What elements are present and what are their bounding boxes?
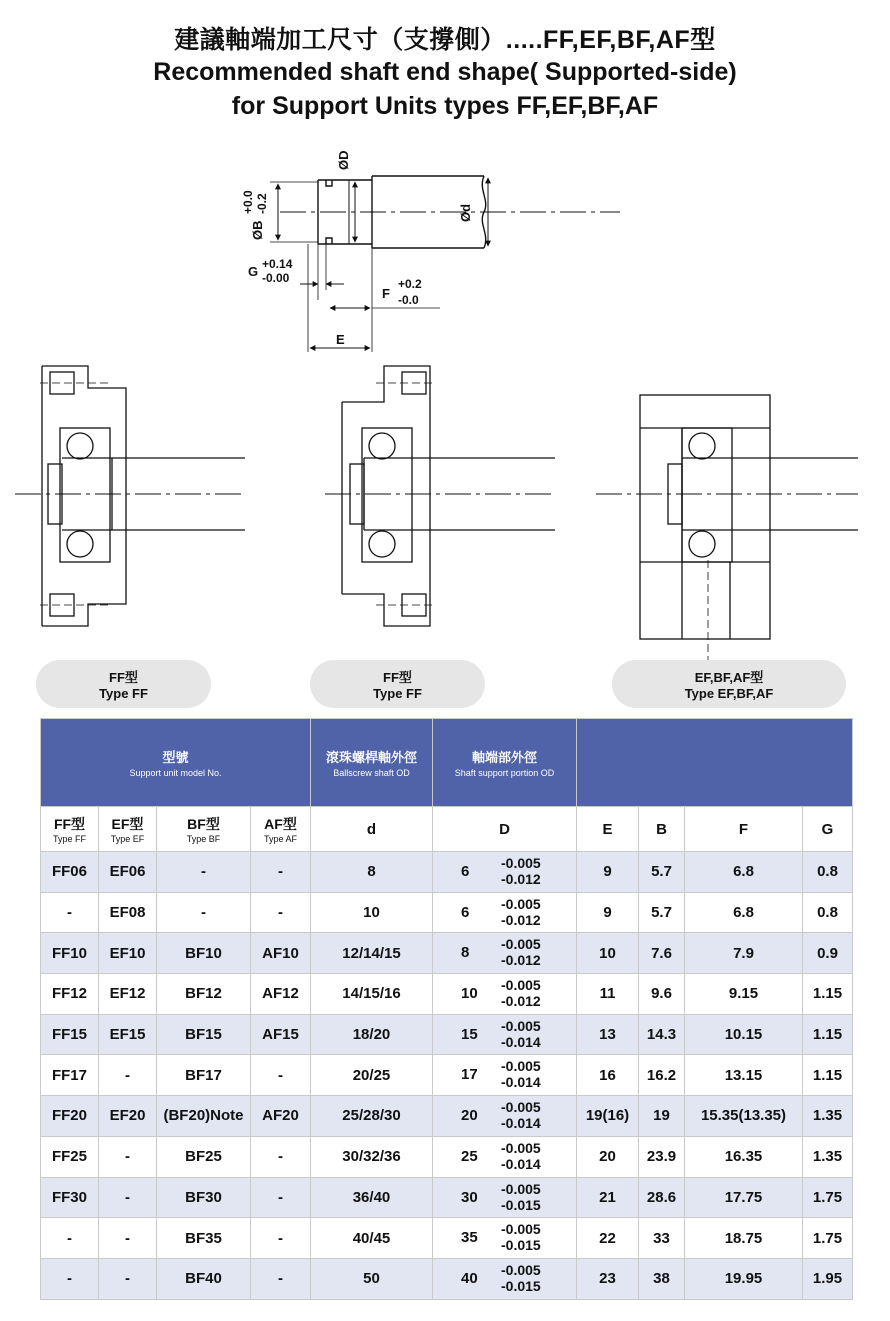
tolerance-lower: -0.012 [501, 871, 541, 887]
cell-d: 50 [311, 1258, 433, 1299]
cell-B: 7.6 [639, 933, 685, 974]
cell-E: 16 [577, 1055, 639, 1096]
cell-G: 1.35 [803, 1136, 853, 1177]
tolerance-upper: -0.005 [501, 1017, 541, 1034]
cell-F: 10.15 [685, 1014, 803, 1055]
cell-G: 1.95 [803, 1258, 853, 1299]
tolerance-upper: -0.005 [501, 1058, 541, 1075]
cell-D-tolerance [501, 936, 541, 968]
table-row [41, 1258, 853, 1299]
cell-B: 9.6 [639, 974, 685, 1015]
cell-F: 19.95 [685, 1258, 803, 1299]
cell-D-tolerance [501, 1181, 541, 1213]
label-type-ff-2-zh: FF型 [383, 670, 412, 685]
tolerance-upper: -0.005 [501, 855, 541, 871]
title-chinese: 建議軸端加工尺寸（支撐側）.....FF,EF,BF,AF型 [174, 26, 716, 54]
tolerance-upper: -0.005 [501, 895, 541, 912]
cell-D-value: 40 [461, 1269, 478, 1287]
tolerance-upper: -0.005 [501, 936, 541, 953]
cell-ef: - [99, 1136, 157, 1177]
cell-D-value: 20 [461, 1107, 478, 1125]
cell-af: - [251, 1218, 311, 1259]
tolerance-upper: -0.005 [501, 1261, 541, 1278]
cell-G: 0.8 [803, 892, 853, 933]
cell-af: - [251, 1055, 311, 1096]
cell-G: 1.35 [803, 1096, 853, 1137]
cell-af: - [251, 1136, 311, 1177]
cell-D-tolerance [501, 1099, 541, 1131]
label-G-tol-plus: +0.14 [262, 257, 293, 271]
cell-G: 0.9 [803, 933, 853, 974]
tolerance-lower: -0.014 [501, 1115, 541, 1132]
cell-ef: EF15 [99, 1014, 157, 1055]
cell-af: AF20 [251, 1096, 311, 1137]
label-type-ff-1-en: Type FF [99, 686, 148, 701]
cell-F: 16.35 [685, 1136, 803, 1177]
title-english-line1: Recommended shaft end shape( Supported-side) [153, 58, 737, 86]
cell-E: 21 [577, 1177, 639, 1218]
header-type-ef: EF型 Type EF [99, 807, 157, 852]
cell-ff: - [41, 1258, 99, 1299]
title-english-line2: for Support Units types FF,EF,BF,AF [231, 92, 659, 120]
cell-ff: FF25 [41, 1136, 99, 1177]
cell-F: 6.8 [685, 852, 803, 893]
support-unit-ff-left [15, 366, 245, 626]
cell-B: 5.7 [639, 892, 685, 933]
cell-F: 6.8 [685, 892, 803, 933]
cell-B: 23.9 [639, 1136, 685, 1177]
cell-D-tolerance [501, 1058, 541, 1090]
shaft-end-dimension-drawing [270, 176, 620, 352]
cell-d: 18/20 [311, 1014, 433, 1055]
cell-D [433, 1258, 577, 1299]
cell-D-value: 15 [461, 1025, 478, 1043]
table-row [41, 1096, 853, 1137]
label-type-ef-bf-af-zh: EF,BF,AF型 [694, 670, 764, 685]
cell-D [433, 1218, 577, 1259]
header-type-ff: FF型 Type FF [41, 807, 99, 852]
label-F-tol-plus: +0.2 [398, 277, 422, 291]
tolerance-upper: -0.005 [501, 1139, 541, 1156]
cell-ff: FF15 [41, 1014, 99, 1055]
cell-D-tolerance [501, 855, 541, 887]
cell-G: 1.75 [803, 1177, 853, 1218]
cell-ef: - [99, 1177, 157, 1218]
cell-D-tolerance [501, 896, 541, 928]
label-B-tol-minus: -0.2 [255, 193, 269, 214]
support-unit-ff-center [325, 366, 555, 626]
cell-D [433, 892, 577, 933]
cell-d: 30/32/36 [311, 1136, 433, 1177]
cell-D-value: 6 [461, 863, 470, 880]
cell-bf: BF12 [157, 974, 251, 1015]
cell-B: 16.2 [639, 1055, 685, 1096]
cell-D-value: 25 [461, 1147, 478, 1165]
cell-ff: FF06 [41, 852, 99, 893]
header-F: F [685, 807, 803, 852]
label-type-ff-2-en: Type FF [373, 686, 422, 701]
cell-ef: EF06 [99, 852, 157, 893]
cell-D [433, 974, 577, 1015]
tolerance-lower: -0.015 [501, 1196, 541, 1213]
cell-E: 9 [577, 892, 639, 933]
cell-D-tolerance [501, 1018, 541, 1050]
cell-ef: EF08 [99, 892, 157, 933]
cell-ef: - [99, 1055, 157, 1096]
cell-af: AF10 [251, 933, 311, 974]
cell-F: 13.15 [685, 1055, 803, 1096]
table-row [41, 974, 853, 1015]
cell-G: 1.15 [803, 1055, 853, 1096]
label-phi-d: Ød [458, 203, 473, 222]
cell-bf: BF15 [157, 1014, 251, 1055]
cell-F: 15.35(13.35) [685, 1096, 803, 1137]
cell-F: 18.75 [685, 1218, 803, 1259]
label-type-ef-bf-af [612, 660, 846, 708]
cell-d: 10 [311, 892, 433, 933]
cell-ff: FF10 [41, 933, 99, 974]
cell-G: 1.15 [803, 1014, 853, 1055]
table-row [41, 933, 853, 974]
tolerance-upper: -0.005 [501, 1221, 541, 1238]
tolerance-lower: -0.012 [501, 993, 541, 1010]
cell-D-value: 6 [461, 903, 470, 921]
cell-ff: FF30 [41, 1177, 99, 1218]
header-d: d [311, 807, 433, 852]
cell-D [433, 852, 577, 893]
cell-bf: - [157, 852, 251, 893]
cell-F: 7.9 [685, 933, 803, 974]
label-type-ff-2 [310, 660, 485, 708]
cell-D-value: 10 [461, 985, 478, 1003]
header-type-af: AF型 Type AF [251, 807, 311, 852]
label-B-tol-plus: +0.0 [241, 190, 255, 214]
cell-D [433, 1136, 577, 1177]
table-row [41, 852, 853, 893]
cell-F: 9.15 [685, 974, 803, 1015]
cell-D [433, 1177, 577, 1218]
cell-af: - [251, 892, 311, 933]
cell-D-value: 30 [461, 1188, 478, 1206]
tolerance-lower: -0.015 [501, 1237, 541, 1254]
header-type-bf: BF型 Type BF [157, 807, 251, 852]
cell-B: 19 [639, 1096, 685, 1137]
cell-bf: (BF20)Note [157, 1096, 251, 1137]
cell-ff: FF17 [41, 1055, 99, 1096]
cell-D [433, 1096, 577, 1137]
cell-bf: - [157, 892, 251, 933]
label-F-tol-minus: -0.0 [398, 293, 419, 307]
cell-E: 9 [577, 852, 639, 893]
cell-d: 36/40 [311, 1177, 433, 1218]
cell-D-value: 17 [461, 1066, 478, 1084]
label-G-tol-minus: -0.00 [262, 271, 290, 285]
header-B: B [639, 807, 685, 852]
cell-E: 23 [577, 1258, 639, 1299]
cell-D [433, 933, 577, 974]
header-D: D [433, 807, 577, 852]
cell-D-tolerance [501, 1140, 541, 1172]
cell-d: 20/25 [311, 1055, 433, 1096]
header-E: E [577, 807, 639, 852]
header-support-od: 軸端部外徑 Shaft support portion OD [433, 719, 577, 807]
cell-ff: - [41, 1218, 99, 1259]
tolerance-lower: -0.012 [501, 911, 541, 928]
label-type-ff-1-zh: FF型 [109, 670, 138, 685]
cell-G: 1.15 [803, 974, 853, 1015]
header-blank [577, 719, 853, 807]
cell-B: 38 [639, 1258, 685, 1299]
cell-G: 0.8 [803, 852, 853, 893]
cell-E: 11 [577, 974, 639, 1015]
table-row [41, 1136, 853, 1177]
cell-d: 25/28/30 [311, 1096, 433, 1137]
tolerance-lower: -0.014 [501, 1033, 541, 1050]
dimension-table [40, 718, 853, 1300]
cell-af: - [251, 1258, 311, 1299]
label-type-ff-1 [36, 660, 211, 708]
cell-E: 19(16) [577, 1096, 639, 1137]
header-G: G [803, 807, 853, 852]
cell-af: AF15 [251, 1014, 311, 1055]
cell-E: 20 [577, 1136, 639, 1177]
cell-B: 5.7 [639, 852, 685, 893]
cell-af: - [251, 852, 311, 893]
cell-D [433, 1014, 577, 1055]
header-model-no: 型號 Support unit model No. [41, 719, 311, 807]
tolerance-upper: -0.005 [501, 977, 541, 994]
cell-af: AF12 [251, 974, 311, 1015]
cell-ff: FF20 [41, 1096, 99, 1137]
cell-bf: BF40 [157, 1258, 251, 1299]
cell-F: 17.75 [685, 1177, 803, 1218]
cell-d: 40/45 [311, 1218, 433, 1259]
cell-ef: - [99, 1218, 157, 1259]
label-phi-D: ØD [336, 150, 351, 170]
cell-bf: BF17 [157, 1055, 251, 1096]
label-phi-B: ØB [250, 220, 265, 240]
cell-D-value: 8 [461, 944, 470, 962]
tolerance-upper: -0.005 [501, 1180, 541, 1197]
cell-d: 12/14/15 [311, 933, 433, 974]
table-row [41, 1014, 853, 1055]
cell-bf: BF10 [157, 933, 251, 974]
cell-B: 14.3 [639, 1014, 685, 1055]
tolerance-lower: -0.015 [501, 1277, 541, 1294]
label-type-ef-bf-af-en: Type EF,BF,AF [684, 686, 774, 701]
cell-G: 1.75 [803, 1218, 853, 1259]
cell-bf: BF25 [157, 1136, 251, 1177]
cell-E: 10 [577, 933, 639, 974]
cell-D-value: 35 [461, 1229, 478, 1247]
cell-D-tolerance [501, 1221, 541, 1253]
cell-D-tolerance [501, 1262, 541, 1294]
table-row [41, 1177, 853, 1218]
cell-d: 8 [311, 852, 433, 893]
cell-E: 22 [577, 1218, 639, 1259]
cell-E: 13 [577, 1014, 639, 1055]
cell-ef: EF20 [99, 1096, 157, 1137]
label-G: G [248, 264, 259, 279]
label-F: F [382, 286, 390, 301]
tolerance-upper: -0.005 [501, 1099, 541, 1116]
table-row [41, 1218, 853, 1259]
table-row [41, 1055, 853, 1096]
cell-ff: FF12 [41, 974, 99, 1015]
cell-bf: BF35 [157, 1218, 251, 1259]
header-shaft-od: 滾珠螺桿軸外徑 Ballscrew shaft OD [311, 719, 433, 807]
cell-D [433, 1055, 577, 1096]
cell-bf: BF30 [157, 1177, 251, 1218]
cell-d: 14/15/16 [311, 974, 433, 1015]
tolerance-lower: -0.012 [501, 952, 541, 969]
cell-ef: EF12 [99, 974, 157, 1015]
table-row [41, 892, 853, 933]
cell-ef: - [99, 1258, 157, 1299]
tolerance-lower: -0.014 [501, 1155, 541, 1172]
tolerance-lower: -0.014 [501, 1074, 541, 1091]
cell-B: 33 [639, 1218, 685, 1259]
cell-af: - [251, 1177, 311, 1218]
cell-ef: EF10 [99, 933, 157, 974]
cell-ff: - [41, 892, 99, 933]
support-unit-ef-bf-af [596, 395, 858, 660]
cell-B: 28.6 [639, 1177, 685, 1218]
label-E: E [336, 332, 345, 347]
cell-D-tolerance [501, 977, 541, 1009]
